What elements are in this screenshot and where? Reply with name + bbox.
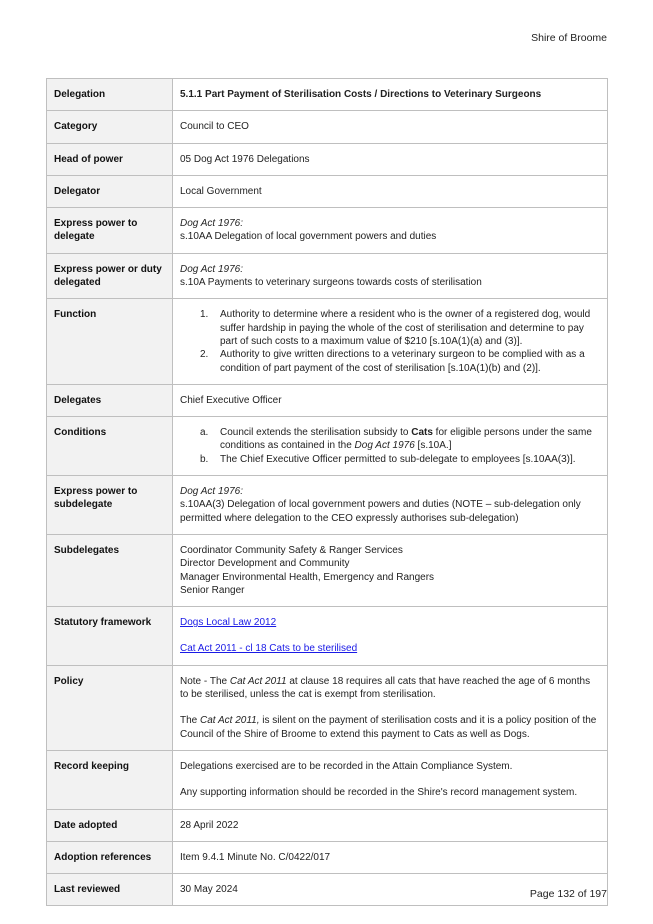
express-power-delegate-value <box>173 208 608 254</box>
policy-paragraph-2: The Cat Act 2011, is silent on the payment of sterilisation costs and it is a policy position of the Council of the Shire of Broome to extend this payment to Cats as well as Dogs. <box>180 715 597 740</box>
statutory-framework-value <box>173 607 608 666</box>
list-item-text: Authority to give written directions to a veterinary surgeon to be complied with as a condition of part payment of the cost of sterilisation [s.10A(1)(b) and (2)]. <box>220 349 585 374</box>
record-keeping-paragraph-1: Delegations exercised are to be recorded in the Attain Compliance System. <box>180 760 513 772</box>
function-value <box>173 299 608 384</box>
list-marker: 1. <box>200 309 209 321</box>
express-power-duty-label: Express power or duty delegated <box>47 253 173 299</box>
conditions-label: Conditions <box>47 417 173 476</box>
record-keeping-value <box>173 750 608 809</box>
list-marker: 2. <box>200 349 209 361</box>
head-of-power-label: Head of power <box>47 143 173 175</box>
row-record-keeping <box>47 750 608 809</box>
delegator-label: Delegator <box>47 175 173 207</box>
delegation-table <box>46 78 608 906</box>
express-power-delegate-act: Dog Act 1976: <box>180 218 244 230</box>
express-power-duty-text: s.10A Payments to veterinary surgeons towards costs of sterilisation <box>180 277 482 289</box>
row-policy <box>47 665 608 750</box>
list-item <box>180 348 601 375</box>
row-express-power-duty <box>47 253 608 299</box>
subdelegates-value <box>173 534 608 606</box>
row-express-power-subdelegate <box>47 476 608 535</box>
record-keeping-label: Record keeping <box>47 750 173 809</box>
row-delegator <box>47 175 608 207</box>
page-number: Page 132 of 197 <box>529 888 607 900</box>
row-statutory-framework <box>47 607 608 666</box>
express-power-duty-act: Dog Act 1976: <box>180 263 244 275</box>
function-list <box>180 308 601 374</box>
last-reviewed-value: 30 May 2024 <box>173 874 608 906</box>
row-delegates <box>47 384 608 416</box>
conditions-list <box>180 426 601 466</box>
subdelegates-label: Subdelegates <box>47 534 173 606</box>
adoption-references-label: Adoption references <box>47 841 173 873</box>
delegates-label: Delegates <box>47 384 173 416</box>
delegation-title: 5.1.1 Part Payment of Sterilisation Costs / Directions to Veterinary Surgeons <box>173 79 608 111</box>
row-date-adopted <box>47 809 608 841</box>
row-last-reviewed <box>47 874 608 906</box>
adoption-references-value: Item 9.4.1 Minute No. C/0422/017 <box>173 841 608 873</box>
delegates-value: Chief Executive Officer <box>173 384 608 416</box>
row-conditions <box>47 417 608 476</box>
function-label: Function <box>47 299 173 384</box>
act-name: Cat Act 2011 <box>229 675 287 687</box>
list-item: Senior Ranger <box>180 584 245 596</box>
row-category <box>47 111 608 143</box>
act-name: Dog Act 1976 <box>354 440 415 452</box>
list-marker: b. <box>200 453 209 465</box>
row-delegation <box>47 79 608 111</box>
list-marker: a. <box>200 427 209 439</box>
policy-paragraph-1: Note - The Cat Act 2011 at clause 18 requires all cats that have reached the age of 6 months to be sterilised, unless the cat is exempt from sterilisation. <box>180 675 591 701</box>
policy-value <box>173 665 608 750</box>
last-reviewed-label: Last reviewed <box>47 874 173 906</box>
dogs-local-law-link[interactable]: Dogs Local Law 2012 <box>180 617 277 629</box>
act-name: Cat Act 2011, <box>200 715 260 727</box>
express-power-subdelegate-text: s.10AA(3) Delegation of local government powers and duties (NOTE – sub-delegation only permitted where delegation to the CEO expressly authorises sub-delegation) <box>180 499 581 524</box>
list-item: Coordinator Community Safety & Ranger Services <box>180 544 403 556</box>
express-power-subdelegate-label: Express power to subdelegate <box>47 476 173 535</box>
list-item: Director Development and Community <box>180 558 350 570</box>
list-item-text: Council extends the sterilisation subsidy to Cats for eligible persons under the same conditions as contained in the Dog Act 1976 [s.10A.] <box>220 427 592 452</box>
row-subdelegates <box>47 534 608 606</box>
list-item <box>180 426 601 453</box>
record-keeping-paragraph-2: Any supporting information should be recorded in the Shire's record management system. <box>180 787 578 799</box>
cat-act-link[interactable]: Cat Act 2011 - cl 18 Cats to be sterilised <box>180 643 358 655</box>
list-item-text: The Chief Executive Officer permitted to sub-delegate to employees [s.10AA(3)]. <box>220 453 576 465</box>
delegation-label: Delegation <box>47 79 173 111</box>
cats-emphasis: Cats <box>411 427 433 439</box>
express-power-delegate-text: s.10AA Delegation of local government powers and duties <box>180 231 437 243</box>
statutory-framework-label: Statutory framework <box>47 607 173 666</box>
conditions-value <box>173 417 608 476</box>
row-head-of-power <box>47 143 608 175</box>
express-power-subdelegate-value <box>173 476 608 535</box>
express-power-subdelegate-act: Dog Act 1976: <box>180 486 244 498</box>
list-item <box>180 453 601 466</box>
header-organisation: Shire of Broome <box>531 32 607 44</box>
list-item: Manager Environmental Health, Emergency and Rangers <box>180 571 435 583</box>
category-label: Category <box>47 111 173 143</box>
date-adopted-value: 28 April 2022 <box>173 809 608 841</box>
express-power-delegate-label: Express power to delegate <box>47 208 173 254</box>
list-item-text: Authority to determine where a resident who is the owner of a registered dog, would suffer hardship in paying the whole of the cost of sterilisation and determine to pay part of such costs to a maximum value of $210 [s.10A(1)(a) and (3)]. <box>220 309 591 347</box>
policy-label: Policy <box>47 665 173 750</box>
head-of-power-value: 05 Dog Act 1976 Delegations <box>173 143 608 175</box>
express-power-duty-value <box>173 253 608 299</box>
date-adopted-label: Date adopted <box>47 809 173 841</box>
category-value: Council to CEO <box>173 111 608 143</box>
row-adoption-references <box>47 841 608 873</box>
row-function <box>47 299 608 384</box>
list-item <box>180 308 601 348</box>
delegator-value: Local Government <box>173 175 608 207</box>
row-express-power-delegate <box>47 208 608 254</box>
